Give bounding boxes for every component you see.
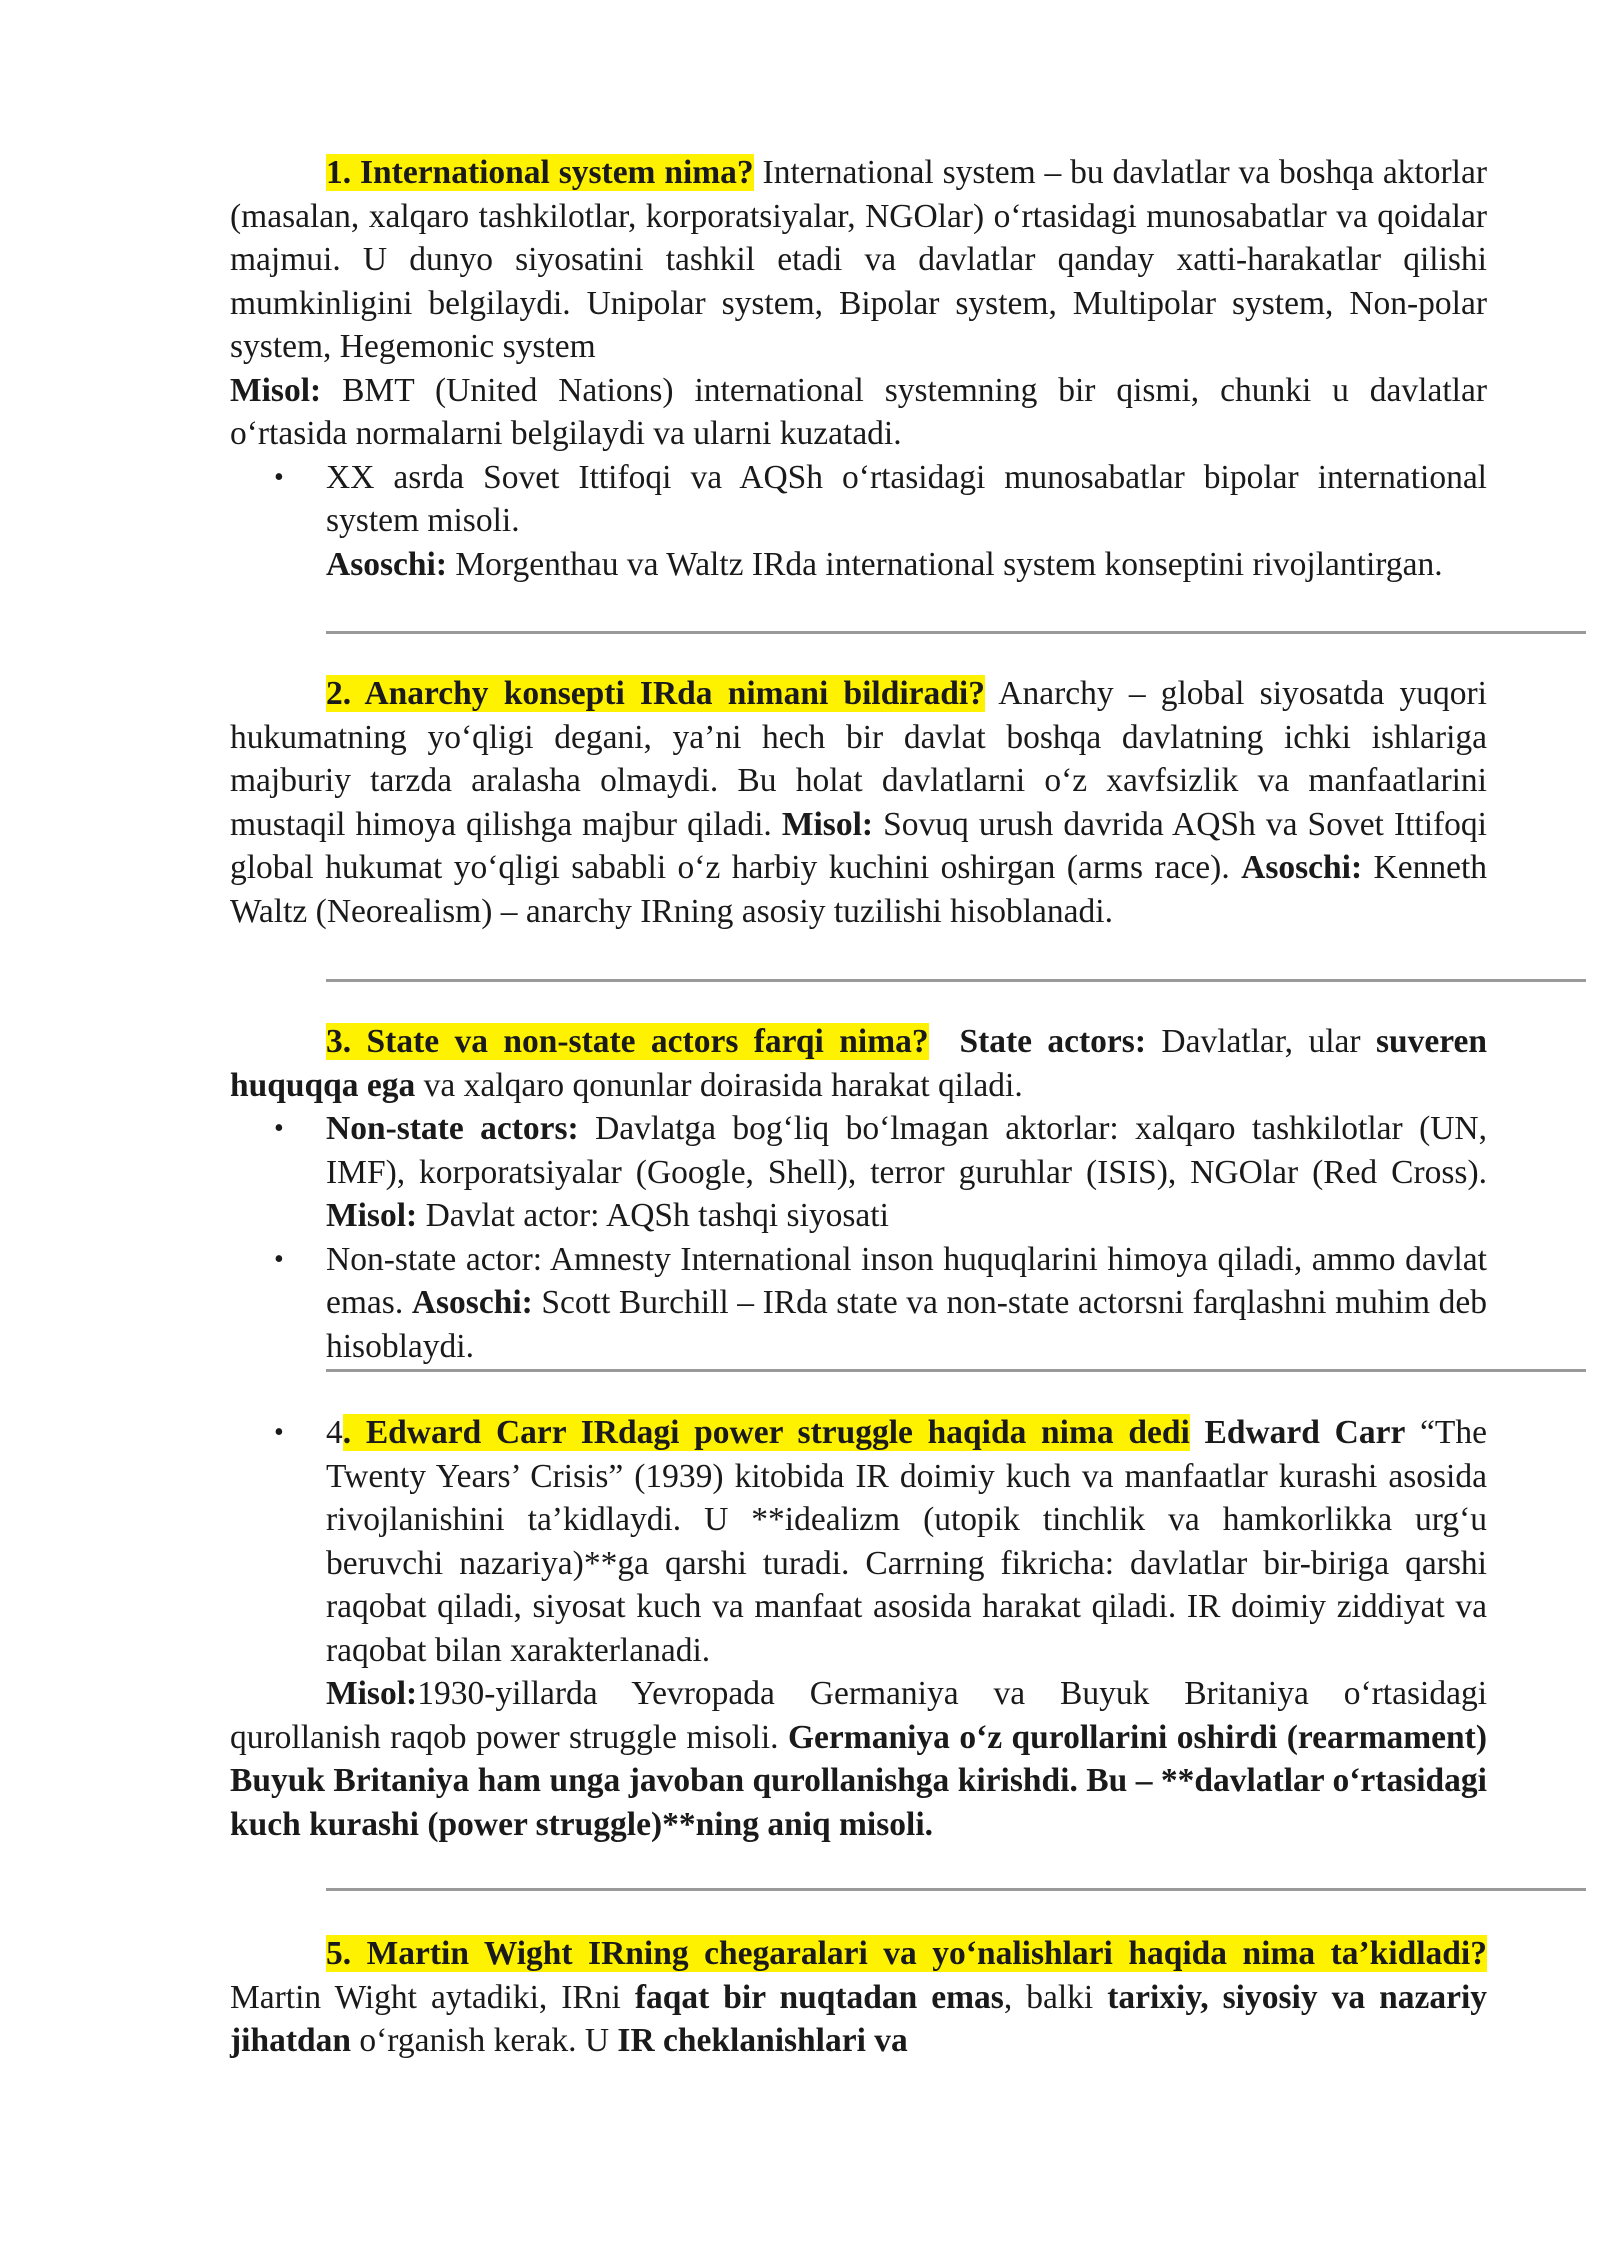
section-4-bold: Edward Carr [1189, 1414, 1406, 1451]
state-actors-text: va xalqaro qonunlar doirasida harakat qiladi. [415, 1066, 1023, 1104]
list-item [326, 1238, 1487, 1369]
section-1 [230, 151, 1487, 586]
section-3-title: 3. State va non-state actors farqi nima? [326, 1023, 929, 1060]
state-actors-bold: suveren huquqqa ega [230, 1023, 1488, 1104]
non-state-label: Non-state actors: [326, 1110, 579, 1147]
list-item-text: XX asrda Sovet Ittifoqi va AQSh o‘rtasidagi munosabatlar bipolar international system misoli. [326, 458, 1487, 539]
section-4 [230, 1411, 1487, 1846]
misol-label: Misol: [230, 371, 322, 409]
section-4-title: . Edward Carr IRdagi power struggle haqida nima dedi [342, 1414, 1190, 1451]
state-actors-label: State actors: [959, 1023, 1146, 1060]
section-4-example [230, 1672, 1487, 1846]
list-item-text: Scott Burchill – IRda state va non-state actorsni farqlashni muhim deb hisoblaydi. [326, 1284, 1487, 1365]
section-1-paragraph [230, 151, 1487, 369]
divider [326, 631, 1586, 634]
section-1-list [230, 456, 1487, 543]
section-5-bold: tarixiy, siyosiy va nazariy jihatdan [230, 1978, 1488, 2059]
misol-text: Sovuq urush davrida AQSh va Sovet Ittifoqi global hukumat yo‘qligi sababli o‘z harbiy kuchini oshirgan (arms race). [230, 805, 1487, 886]
misol-label: Misol: [326, 1675, 418, 1712]
section-2-title: 2. Anarchy konsepti IRda nimani bildiradi? [326, 675, 985, 712]
divider [326, 1888, 1586, 1891]
list-item-text: Davlat actor: AQSh tashqi siyosati [417, 1197, 889, 1234]
section-5-bold: IR cheklanishlari va [617, 2022, 908, 2059]
section-2-text: Anarchy – global siyosatda yuqori hukumatning yo‘qligi degani, ya’ni hech bir davlat boshqa davlatning ichki ishlariga majburiy tarzda aralasha olmaydi. Bu holat davlatlarni o‘z xavfsizlik va manfaatlarini mustaqil himoya qilishga majbur qiladi. [230, 675, 1487, 843]
section-1-founder [230, 543, 1487, 587]
section-4-list [230, 1411, 1487, 1672]
section-3 [230, 1020, 1487, 1368]
section-5-title: 5. Martin Wight IRning chegaralari va yo‘nalishlari haqida nima ta’kidladi? [326, 1935, 1487, 1972]
misol-label: Misol: [326, 1197, 418, 1234]
section-5-bold: faqat bir nuqtadan emas [634, 1978, 1004, 2016]
section-1-text: International system – bu davlatlar va boshqa aktorlar (masalan, xalqaro tashkilotlar, korporatsiyalar, NGOlar) o‘rtasidagi munosabatlar va qoidalar majmui. U dunyo siyosatini tashkil etadi va davlatlar qanday xatti-harakatlar qilishi mumkinligini belgilaydi. Unipolar system, Bipolar system, Multipolar system, Non-polar system, Hegemonic system [230, 154, 1487, 365]
divider [326, 1369, 1586, 1372]
section-5-text: o‘rganish kerak. U [351, 2022, 618, 2059]
list-item-text: Davlatga bog‘liq bo‘lmagan aktorlar: xalqaro tashkilotlar (UN, IMF), korporatsiyalar (Google, Shell), terror guruhlar (ISIS), NGOlar (Red Cross). [326, 1110, 1487, 1191]
section-2-paragraph [230, 672, 1487, 933]
section-5-paragraph [230, 1932, 1487, 2063]
list-item [326, 456, 1487, 543]
section-1-example [230, 369, 1487, 456]
section-2 [230, 672, 1487, 933]
section-4-text: “The Twenty Years’ Crisis” (1939) kitobida IR doimiy kuch va manfaatlar kurashi asosida rivojlanishini ta’kidlaydi. U **idealizm (utopik tinchlik va hamkorlikka urg‘u beruvchi nazariya)**ga qarshi turadi. Carrning fikricha: davlatlar bir-biriga qarshi raqobat qiladi, siyosat kuch va manfaat asosida harakat qiladi. IR doimiy ziddiyat va raqobat bilan xarakterlanadi. [326, 1414, 1487, 1669]
section-5-text: , balki [1003, 1978, 1108, 2016]
asoschi-label: Asoschi: [326, 545, 447, 583]
misol-text: 1930-yillarda Yevropada Germaniya va Buyuk Britaniya o‘rtasidagi qurollanish raqob power struggle misoli. [230, 1675, 1487, 1756]
list-item [326, 1411, 1487, 1672]
misol-label: Misol: [781, 805, 874, 843]
section-3-list [230, 1107, 1487, 1368]
section-3-paragraph [230, 1020, 1487, 1107]
section-5-text: Martin Wight aytadiki, IRni [230, 1978, 635, 2016]
asoschi-label: Asoschi: [411, 1284, 533, 1321]
asoschi-text: Morgenthau va Waltz IRda international system konseptini rivojlantirgan. [446, 545, 1443, 583]
list-item-text: Non-state actor: Amnesty International inson huquqlarini himoya qiladi, ammo davlat emas. [326, 1240, 1487, 1321]
divider [326, 979, 1586, 982]
section-4-number: 4 [326, 1414, 343, 1451]
section-5 [230, 1932, 1487, 2063]
state-actors-text: Davlatlar, ular [1146, 1023, 1376, 1060]
misol-text: BMT (United Nations) international systemning bir qismi, chunki u davlatlar o‘rtasida normalarni belgilaydi va ularni kuzatadi. [230, 371, 1487, 452]
asoschi-text: Kenneth Waltz (Neorealism) – anarchy IRning asosiy tuzilishi hisoblanadi. [230, 849, 1487, 930]
section-1-title: 1. International system nima? [326, 154, 754, 191]
list-item [326, 1107, 1487, 1238]
asoschi-label: Asoschi: [1241, 849, 1363, 886]
section-4-conclusion: Germaniya o‘z qurollarini oshirdi (rearmament) Buyuk Britaniya ham unga javoban qurollanishga kirishdi. Bu – **davlatlar o‘rtasidagi kuch kurashi (power struggle)**ning aniq misoli. [230, 1718, 1487, 1843]
